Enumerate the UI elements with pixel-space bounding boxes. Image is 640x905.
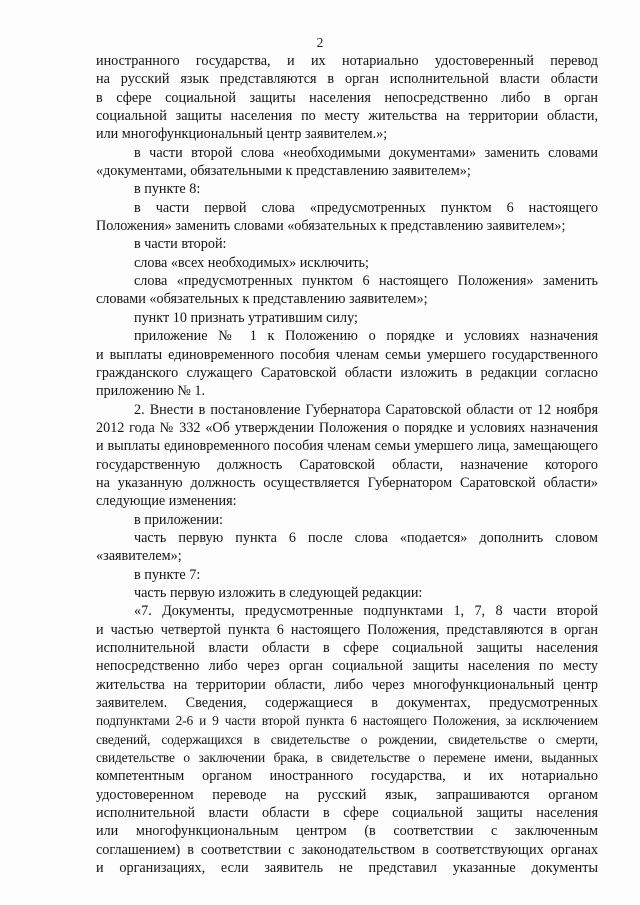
text-line: компетентным органом иностранного государства, и их нотариально (96, 768, 598, 785)
text-line: на русский язык представляются в орган исполнительной власти области (96, 71, 598, 88)
text-line: «документами, обязательными к представлению заявителем»; (96, 163, 471, 180)
text-line: и выплаты единовременного пособия членам семьи умершего государственного (96, 346, 598, 363)
text-line: или многофункциональным центром (в соответствии с заключенным (96, 823, 598, 840)
text-line: «7. Документы, предусмотренные подпунктами 1, 7, 8 части второй (134, 603, 598, 620)
text-line: и выплаты единовременного пособия членам семьи умершего лица, замещающего (96, 438, 598, 455)
text-line: жительства на территории области, либо через многофункциональный центр (96, 676, 598, 693)
text-line: подпунктами 2-6 и 9 части второй пункта 6 настоящего Положения, за исключением (96, 713, 598, 729)
text-line: на указанную должность осуществляется Губернатором Саратовской области» (96, 474, 598, 491)
text-line: в сфере социальной защиты населения непосредственно либо в орган (96, 89, 598, 106)
text-line: часть первую изложить в следующей редакции: (134, 584, 423, 601)
text-line: словами «обязательных к представлению заявителем»; (96, 291, 428, 308)
text-line: заявителем. Сведения, содержащиеся в документах, предусмотренных (96, 695, 598, 712)
text-line: свидетельстве о заключении брака, в свидетельстве о перемене имени, выданных (96, 750, 598, 766)
text-line: исполнительной власти области в сфере социальной защиты населения (96, 805, 598, 822)
text-line: или многофункциональный центр заявителем.»; (96, 126, 388, 143)
text-line: социальной защиты населения по месту жительства на территории области, (96, 108, 598, 125)
text-line: слова «всех необходимых» исключить; (134, 254, 369, 271)
text-line: исполнительной власти области в сфере социальной защиты населения (96, 640, 598, 656)
text-line: 2012 года № 332 «Об утверждении Положения о порядке и условиях назначения (96, 419, 598, 436)
text-line: в приложении: (134, 511, 223, 528)
text-line: сведений, содержащихся в свидетельстве о рождении, свидетельстве о смерти, (96, 731, 598, 747)
text-line: «заявителем»; (96, 548, 182, 565)
text-line: следующие изменения: (96, 493, 237, 510)
text-line: и организациях, если заявитель не представил указанные документы (96, 860, 598, 877)
text-line: в части второй слова «необходимыми документами» заменить словами (134, 144, 598, 161)
text-line: Положения» заменить словами «обязательных к представлению заявителем»; (96, 218, 566, 235)
text-line: в пункте 7: (134, 566, 201, 583)
text-line: гражданского служащего Саратовской области изложить в редакции согласно (96, 364, 598, 381)
text-line: часть первую пункта 6 после слова «подается» дополнить словом (134, 529, 598, 546)
text-line: пункт 10 признать утратившим силу; (134, 309, 358, 326)
text-line: приложению № 1. (96, 383, 206, 400)
page-number: 2 (316, 35, 324, 50)
text-line: в части второй: (134, 236, 227, 253)
text-line: иностранного государства, и их нотариально удостоверенный перевод (96, 53, 598, 69)
text-line: соглашением) в соответствии с законодательством в соответствующих органах (96, 841, 598, 858)
text-line: государственную должность Саратовской области, назначение которого (96, 456, 598, 473)
text-line: в части первой слова «предусмотренных пунктом 6 настоящего (134, 199, 598, 216)
text-line: 2. Внести в постановление Губернатора Саратовской области от 12 ноября (134, 401, 598, 418)
text-line: приложение № 1 к Положению о порядке и условиях назначения (134, 328, 598, 345)
document-body (96, 52, 598, 877)
text-line: удостоверенном переводе на русский язык, запрашиваются органом (96, 786, 598, 803)
text-line: слова «предусмотренных пунктом 6 настоящего Положения» заменить (134, 273, 598, 290)
text-line: и частью четвертой пункта 6 настоящего Положения, представляются в орган (96, 621, 598, 638)
text-line: непосредственно либо через орган социальной защиты населения по месту (96, 658, 598, 675)
text-line: в пункте 8: (134, 181, 201, 198)
